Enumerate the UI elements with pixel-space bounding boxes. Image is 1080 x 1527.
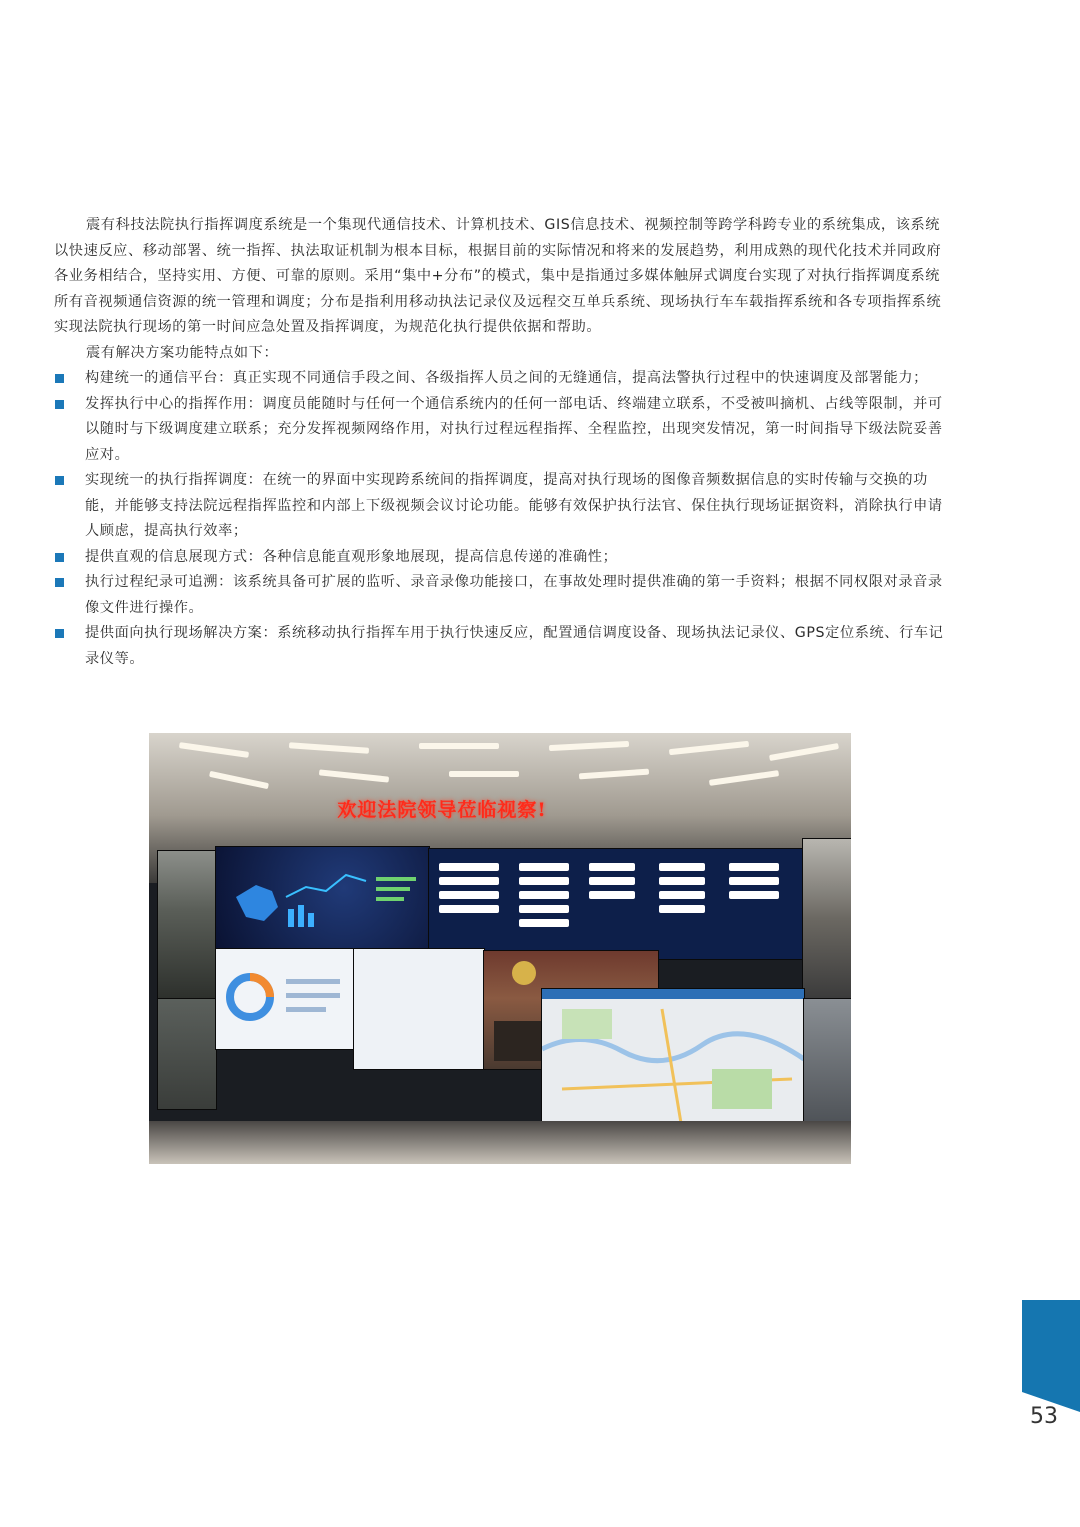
map-shape (216, 847, 429, 949)
page-number: 53 (1030, 1404, 1058, 1429)
list-item (54, 366, 954, 392)
gis-dashboard-panel (215, 846, 430, 950)
list-item (54, 545, 954, 571)
map-shape (542, 989, 804, 1129)
control-room-photo (149, 733, 851, 1164)
donut-chart (216, 949, 354, 1049)
list-item (54, 570, 954, 621)
camera-feed-panel (802, 838, 851, 1000)
bullet-square-icon (55, 476, 64, 485)
bullet-square-icon (55, 578, 64, 587)
list-item (54, 392, 954, 469)
feature-text: 实现统一的执行指挥调度：在统一的界面中实现跨系统间的指挥调度，提高对执行现场的图像音频数据信息的实时传输与交换的功能，并能够支持法院远程指挥监控和内部上下级视频会议讨论功能。能够有效保护执行法官、保住执行现场证据资料，消除执行申请人顾虑，提高执行效率； (85, 472, 943, 539)
main-text (54, 213, 954, 672)
feature-text: 执行过程纪录可追溯：该系统具备可扩展的监听、录音录像功能接口，在事故处理时提供准确的第一手资料；根据不同权限对录音录像文件进行操作。 (85, 574, 943, 616)
feature-text: 提供直观的信息展现方式：各种信息能直观形象地展现，提高信息传递的准确性； (85, 548, 618, 565)
feature-text: 发挥执行中心的指挥作用：调度员能随时与任何一个通信系统内的任何一部电话、终端建立联系，不受被叫摘机、占线等限制，并可以随时与下级调度建立联系；充分发挥视频网络作用，对执行过程远程指挥、全程监控，出现突发情况，第一时间指导下级法院妥善应对。 (85, 395, 943, 463)
floor (149, 1121, 851, 1164)
bullet-square-icon (55, 553, 64, 562)
bullet-square-icon (55, 374, 64, 383)
page-tab-decoration (1022, 1300, 1080, 1412)
camera-feed-panel (803, 998, 851, 1130)
video-wall (157, 838, 851, 1128)
feature-text: 构建统一的通信平台：真正实现不同通信手段之间、各级指挥人员之间的无缝通信，提高法警执行过程中的快速调度及部署能力； (85, 370, 928, 386)
statistics-panel (215, 948, 355, 1050)
feature-text: 提供面向执行现场解决方案：系统移动执行指挥车用于执行快速反应，配置通信调度设备、现场执法记录仪、GPS定位系统、行车记录仪等。 (85, 625, 944, 667)
intro-paragraph: 震有科技法院执行指挥调度系统是一个集现代通信技术、计算机技术、GIS信息技术、视频控制等跨学科跨专业的系统集成，该系统以快速反应、移动部署、统一指挥、执法取证机制为根本目标，根据目前的实际情况和将来的发展趋势，利用成熟的现代化技术并同政府各业务相结合，坚持实用、方便、可靠的原则。采用“集中+分布”的模式，集中是指通过多媒体触屏式调度台实现了对执行指挥调度系统所有音视频通信资源的统一管理和调度；分布是指利用移动执法记录仪及远程交互单兵系统、现场执行车车载指挥系统和各专项指挥系统实现法院执行现场的第一时间应急处置及指挥调度，为规范化执行提供依据和帮助。 (54, 217, 942, 335)
features-heading: 震有解决方案功能特点如下： (86, 344, 279, 361)
led-banner: 欢迎法院领导莅临视察! (337, 799, 547, 821)
bullet-square-icon (55, 400, 64, 409)
bullet-square-icon (55, 629, 64, 638)
data-dashboard-panel (428, 848, 804, 960)
camera-feed-panel (157, 850, 217, 1000)
camera-feed-panel (157, 998, 217, 1110)
list-item (54, 621, 954, 672)
list-item (54, 468, 954, 545)
list-panel (353, 948, 485, 1070)
map-panel (541, 988, 805, 1130)
feature-list (54, 366, 954, 672)
